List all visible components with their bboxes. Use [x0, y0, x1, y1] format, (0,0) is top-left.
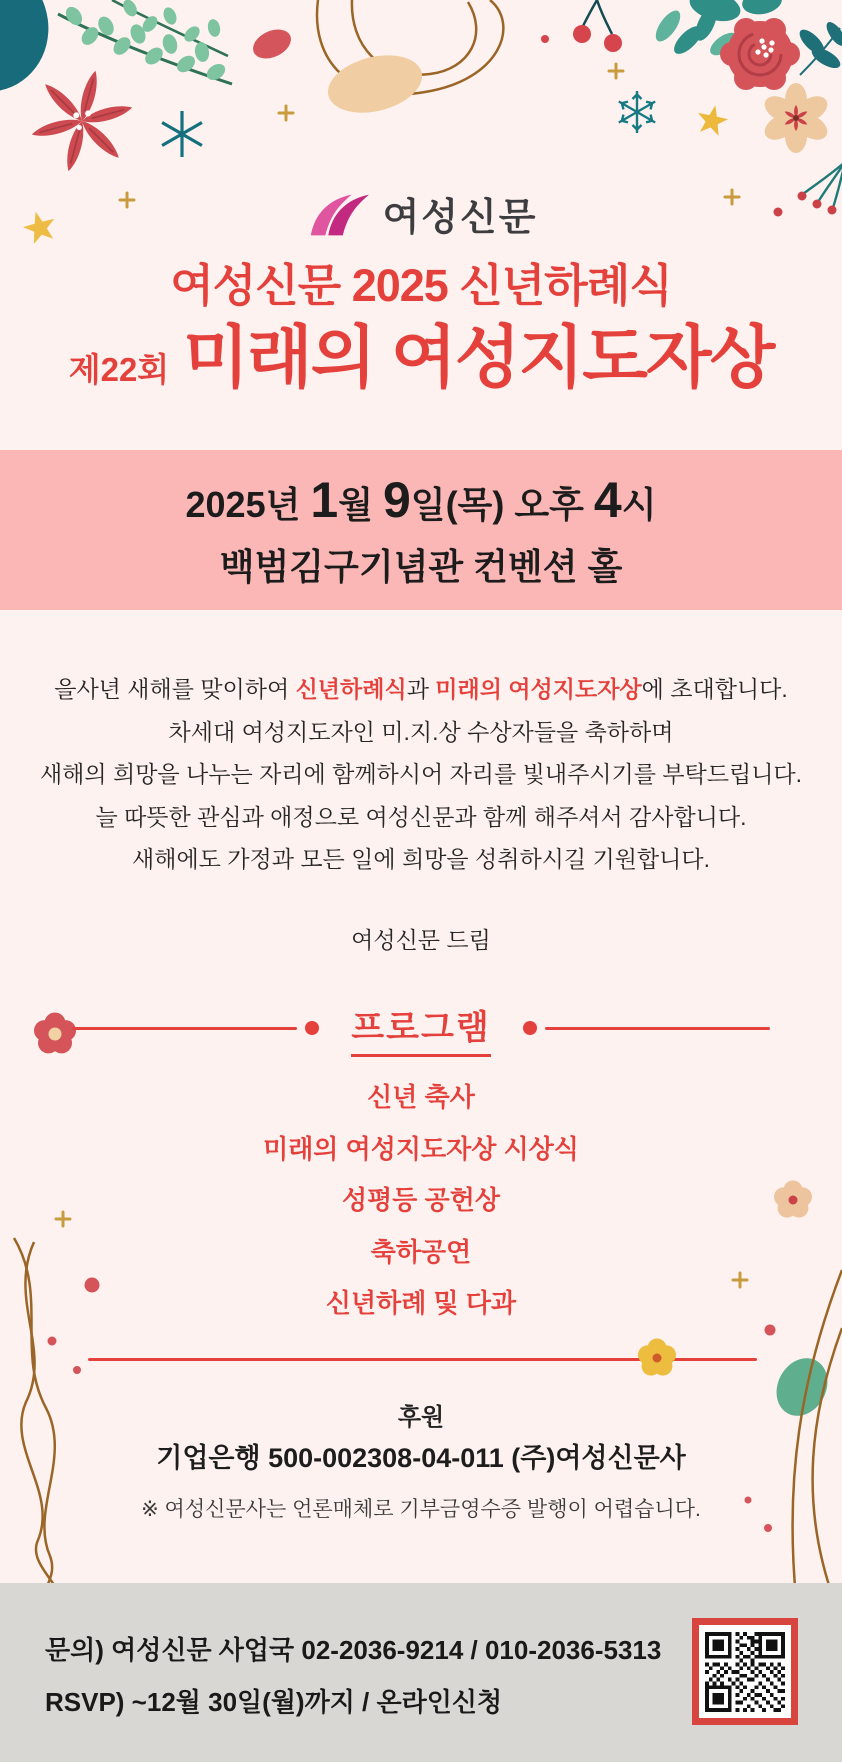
heading-line-right: [545, 1027, 770, 1030]
asterisk-sparkle-icon: [162, 111, 202, 157]
date-banner: [0, 450, 842, 610]
vine-branches-top: [317, 0, 503, 94]
program-item: 신년 축사: [367, 1082, 475, 1112]
contact-info: 문의) 여성신문 사업국 02-2036-9214 / 010-2036-5313: [45, 1635, 662, 1665]
sponsor-note: ※ 여성신문사는 언론매체로 기부금영수증 발행이 어렵습니다.: [141, 1498, 701, 1521]
invitation-line: 새해의 희망을 나누는 자리에 함께하시어 자리를 빛내주시기를 부탁드립니다.: [39, 761, 803, 787]
program-heading-row: [0, 1004, 842, 1052]
qr-code: [692, 1618, 798, 1725]
invitation-line: 새해에도 가정과 모든 일에 희망을 성취하시길 기원합니다.: [132, 846, 710, 872]
peach-blob: [322, 46, 428, 122]
event-title-row: [0, 320, 842, 396]
program-item: 성평등 공헌상: [342, 1185, 500, 1215]
poinsettia-flower-icon: [22, 58, 142, 183]
event-subtitle: 여성신문 2025 신년하례식: [170, 260, 672, 311]
event-venue: 백범김구기념관 컨벤션 홀: [219, 545, 623, 587]
section-divider: [88, 1358, 757, 1361]
snowflake-icon: [617, 91, 658, 133]
invitation-line: 차세대 여성지도자인 미.지.상 수상자들을 축하하며: [168, 718, 674, 745]
rsvp-info: RSVP) ~12월 30일(월)까지 / 온라인신청: [45, 1687, 503, 1717]
program-item: 미래의 여성지도자상 시상식: [263, 1133, 579, 1164]
w-butterfly-logo-icon: [305, 190, 369, 238]
rose-flower-icon: [651, 0, 842, 90]
sponsor-heading: 후원: [397, 1404, 445, 1431]
berries-icon: [541, 0, 622, 52]
program-heading: 프로그램: [351, 1000, 490, 1057]
logo: [0, 186, 842, 241]
page-title: 미래의 여성지도자상: [183, 320, 774, 396]
teal-blob: [0, 0, 65, 108]
logo-text: 여성신문: [382, 197, 538, 239]
program-item: 신년하례 및 다과: [325, 1288, 517, 1318]
peach-flower-icon: [760, 83, 832, 153]
heading-dot-right: [523, 1021, 537, 1035]
fern-icon: [796, 19, 842, 72]
title-prefix: 제22회: [68, 351, 170, 388]
qr-code-pattern: [705, 1632, 785, 1712]
heading-dot-left: [305, 1021, 319, 1035]
star-icon: [694, 102, 730, 137]
invitation-line: 늘 따뜻한 관심과 애정으로 여성신문과 함께 해주셔서 감사합니다.: [95, 803, 747, 830]
program-list: [0, 1072, 842, 1330]
footer-bar: [0, 1583, 842, 1762]
sponsor-account: 기업은행 500-002308-04-011 (주)여성신문사: [156, 1443, 686, 1473]
program-item: 축하공연: [370, 1236, 472, 1267]
invitation-line: 을사년 새해를 맞이하여 신년하례식과 미래의 여성지도자상에 초대합니다.: [54, 676, 788, 702]
signature: 여성신문 드림: [351, 927, 491, 953]
eucalyptus-branch-icon: [58, 0, 232, 84]
heading-line-left: [72, 1027, 297, 1030]
event-date: 2025년 1월 9일(목) 오후 4시: [185, 471, 657, 528]
invitation-message: [0, 668, 842, 881]
red-blob: [248, 24, 295, 64]
